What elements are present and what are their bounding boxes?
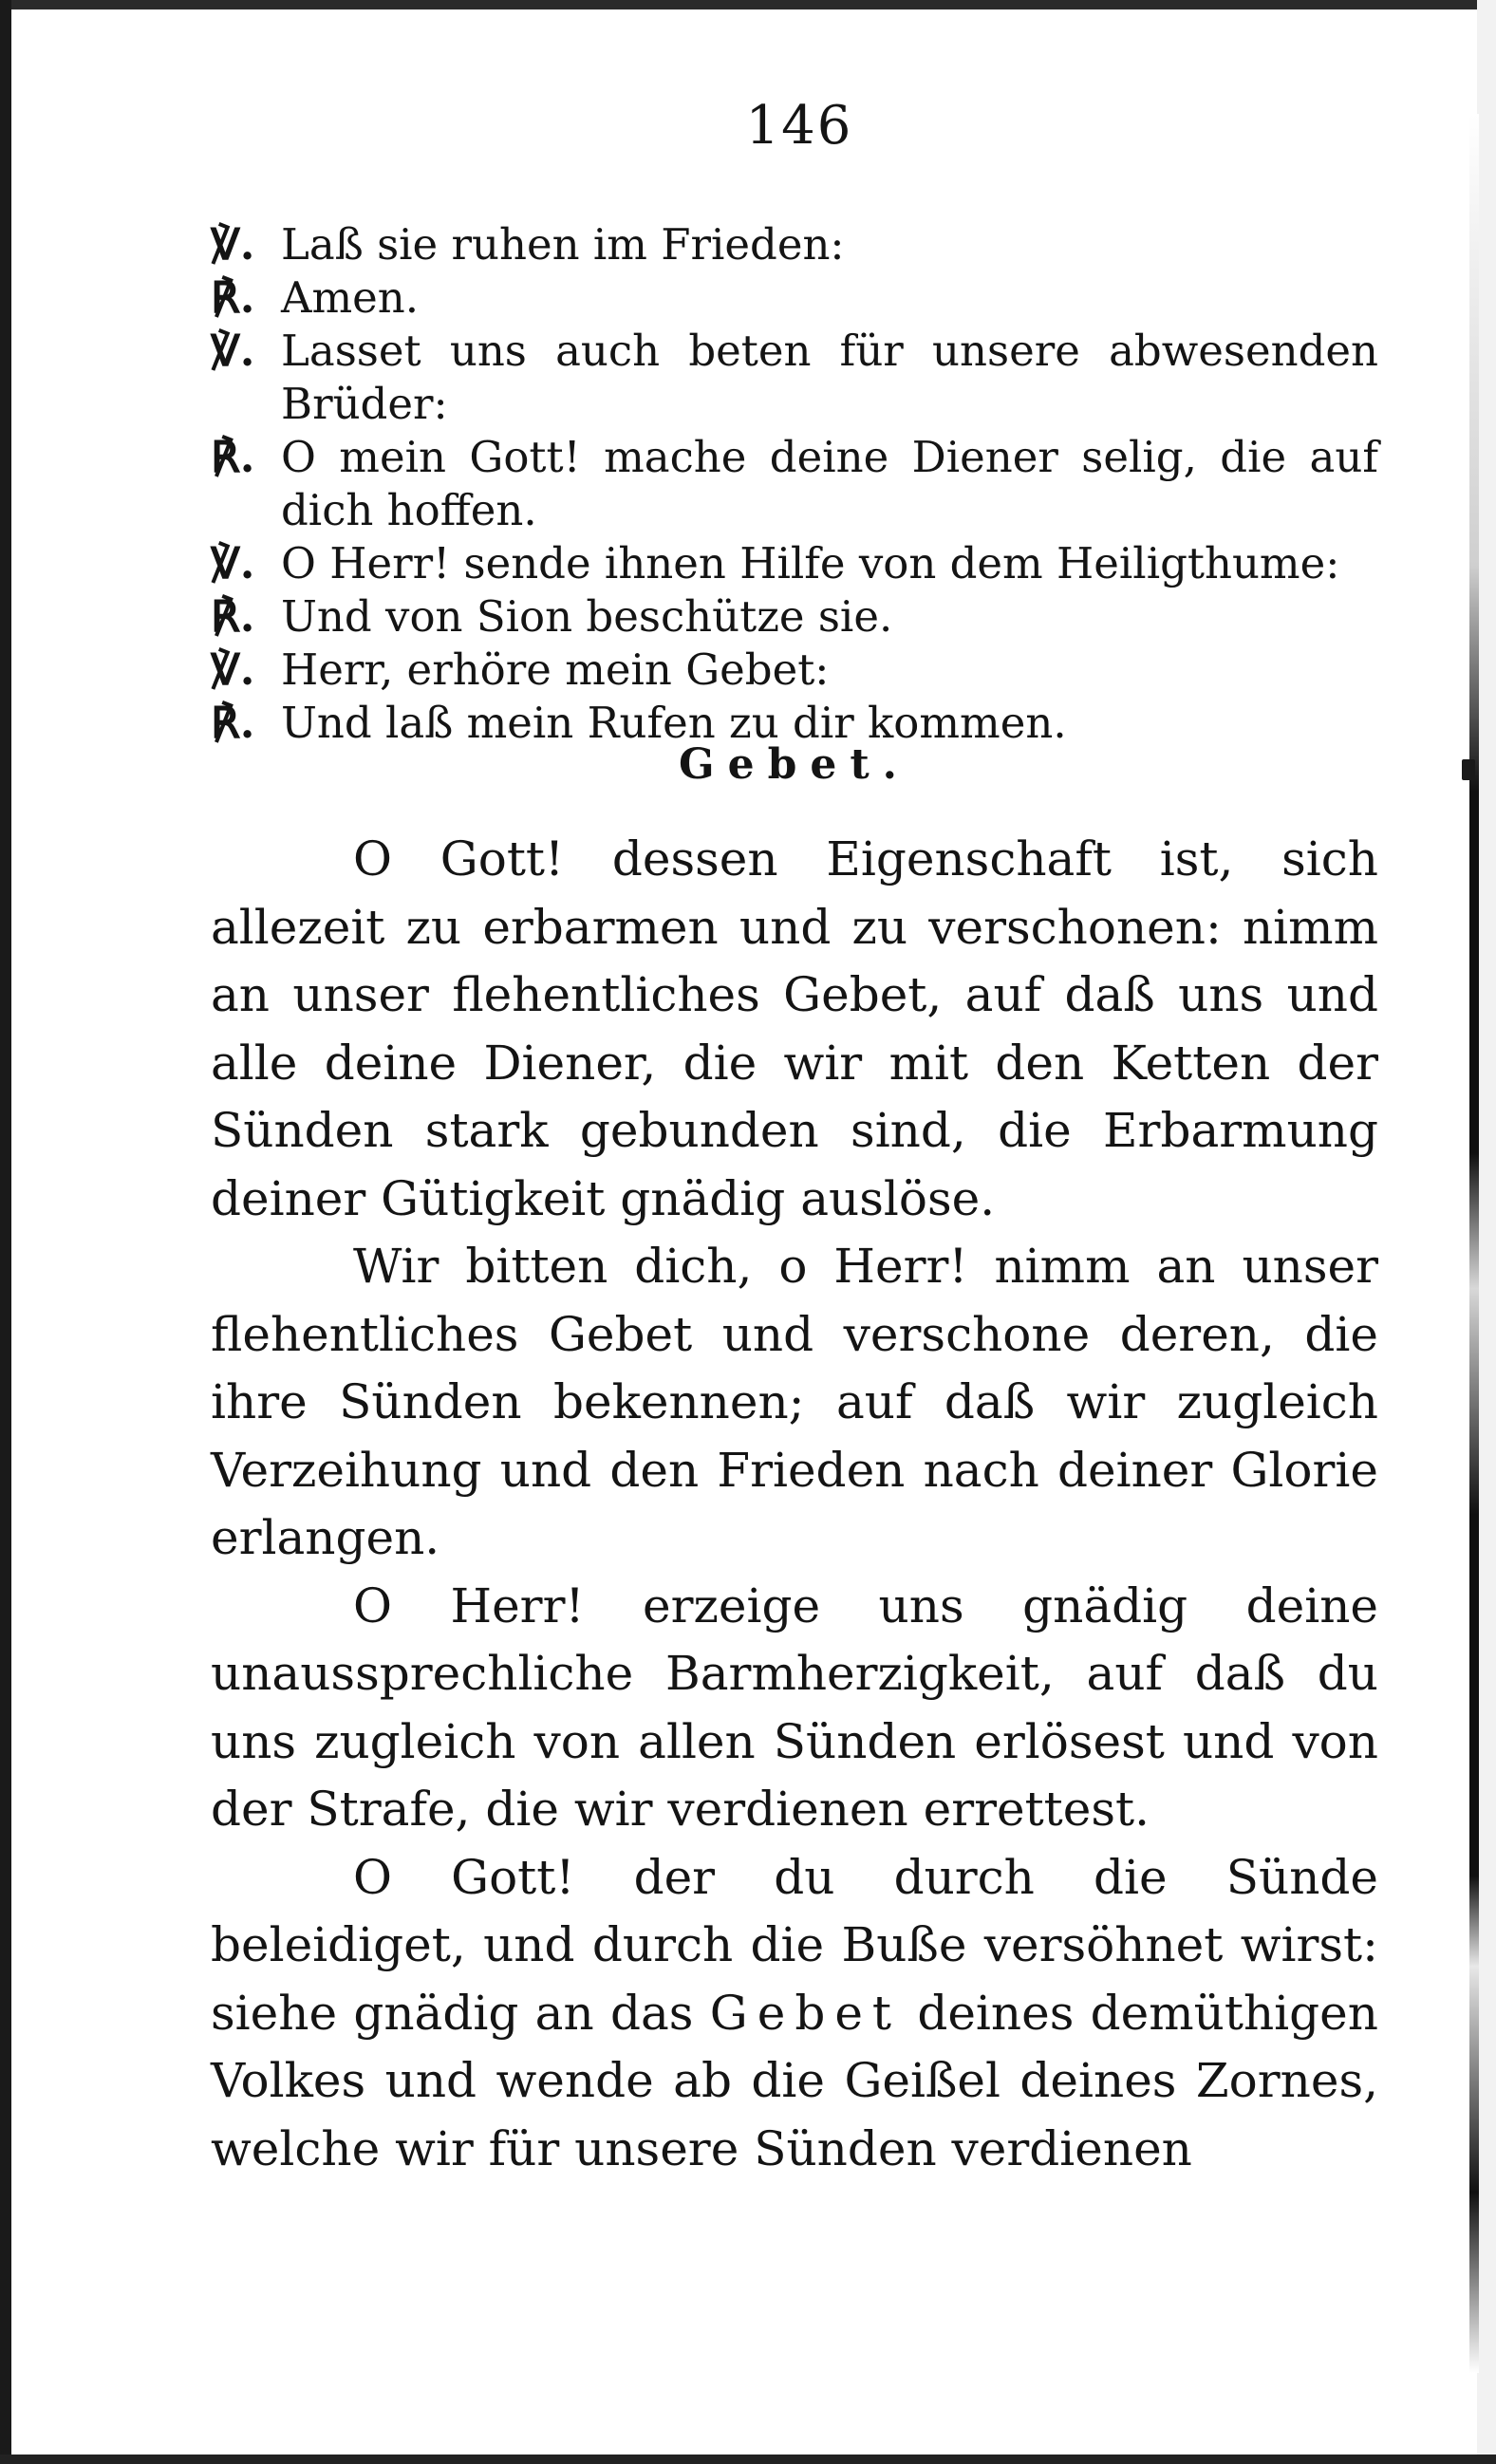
prayer-body (211, 826, 1378, 2183)
responsory-text: O Herr! sende ihnen Hilfe von dem Heiligthume: (281, 538, 1340, 588)
responsory-line (211, 271, 1378, 325)
responsory-list (211, 218, 1378, 750)
scan-edge-left (0, 0, 11, 2464)
scan-edge-top (0, 0, 1496, 9)
responsory-line (211, 590, 1378, 644)
response-marker: ℟. (211, 272, 255, 323)
responsory-line (211, 325, 1378, 431)
prayer-text: O Gott! der du durch die Sünde beleidiget, und durch die Buße versöhnet wirst: siehe gnädig an das (211, 1849, 1378, 2041)
scan-edge-right (1477, 0, 1496, 2464)
responsory-text: Amen. (281, 272, 420, 323)
responsory-line (211, 644, 1378, 697)
versicle-marker: ℣. (211, 219, 255, 270)
prayer-paragraph: O Herr! erzeige uns gnädig deine unaussprechliche Barmherzigkeit, auf daß du uns zugleich von allen Sünden erlösest und von der Strafe, die wir verdienen errettest. (211, 1577, 1378, 1837)
response-marker: ℟. (211, 591, 255, 642)
responsory-text: Und von Sion beschütze sie. (281, 591, 893, 642)
responsory-line (211, 431, 1378, 537)
versicle-marker: ℣. (211, 326, 255, 376)
versicle-marker: ℣. (211, 538, 255, 588)
prayer-paragraph: O Gott! dessen Eigenschaft ist, sich allezeit zu erbarmen und zu verschonen: nimm an unser flehentliches Gebet, auf daß uns und alle deine Diener, die wir mit den Ketten der Sünden stark gebunden sind, die Erbarmung deiner Gütigkeit gnädig auslöse. (211, 831, 1378, 1226)
responsory-text: O mein Gott! mache deine Diener selig, die auf dich hoffen. (281, 432, 1378, 535)
responsory-text: Herr, erhöre mein Gebet: (281, 644, 830, 695)
responsory-line (211, 218, 1378, 271)
scan-edge-mark (1462, 759, 1475, 780)
responsory-text: Laß sie ruhen im Frieden: (281, 219, 845, 270)
responsory-text: Lasset uns auch beten für unsere abwesenden Brüder: (281, 326, 1378, 429)
responsory-text: Und laß mein Rufen zu dir kommen. (281, 698, 1067, 748)
scan-edge-bottom (0, 2455, 1496, 2464)
response-marker: ℟. (211, 432, 255, 482)
spaced-word: Gebet (709, 1985, 902, 2041)
versicle-marker: ℣. (211, 644, 255, 695)
responsory-line (211, 537, 1378, 590)
page-binding-shadow (1469, 114, 1479, 2373)
response-marker: ℟. (211, 698, 255, 748)
prayer-paragraph (211, 1844, 1378, 2184)
section-heading: Gebet. (679, 740, 910, 789)
prayer-paragraph: Wir bitten dich, o Herr! nimm an unser flehentliches Gebet und verschone deren, die ihre Sünden bekennen; auf daß wir zugleich Verzeihung und den Frieden nach deiner Glorie erlangen. (211, 1239, 1378, 1565)
page-number: 146 (745, 95, 853, 157)
prayer-text: deines demüthigen Volkes und wende ab die Geißel deines Zornes, welche wir für unsere Sünden verdienen (211, 1985, 1378, 2176)
